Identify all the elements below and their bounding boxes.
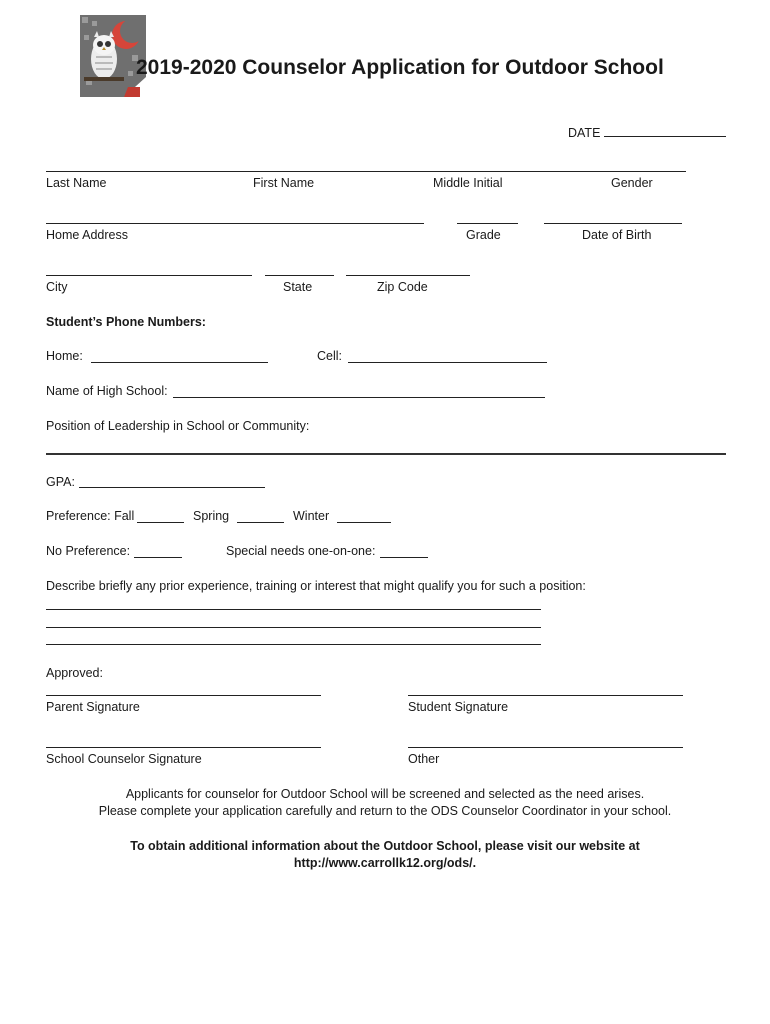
- no-preference-label: No Preference:: [46, 544, 131, 558]
- special-needs-line[interactable]: [380, 557, 428, 558]
- pref-winter-label: Winter: [293, 509, 330, 523]
- counselor-signature-label: School Counselor Signature: [46, 752, 202, 766]
- date-field[interactable]: [568, 124, 726, 141]
- describe-line-3[interactable]: [46, 644, 541, 645]
- last-name-label: Last Name: [46, 176, 107, 190]
- describe-label: Describe briefly any prior experience, training or interest that might qualify you for such a position:: [46, 579, 586, 593]
- approved-label: Approved:: [46, 666, 103, 680]
- state-line[interactable]: [265, 275, 334, 276]
- city-label: City: [46, 280, 68, 294]
- zip-label: Zip Code: [377, 280, 428, 294]
- city-line[interactable]: [46, 275, 252, 276]
- pref-fall-label: Preference: Fall: [46, 509, 135, 523]
- student-signature-label: Student Signature: [408, 700, 509, 714]
- date-label: DATE: [568, 126, 601, 140]
- middle-initial-label: Middle Initial: [433, 176, 503, 190]
- grade-line[interactable]: [457, 223, 518, 224]
- home-phone-line[interactable]: [91, 362, 268, 363]
- high-school-line[interactable]: [173, 397, 545, 398]
- student-signature-line[interactable]: [408, 695, 683, 696]
- no-preference-line[interactable]: [134, 557, 182, 558]
- grade-label: Grade: [466, 228, 501, 242]
- counselor-signature-line[interactable]: [46, 747, 321, 748]
- leadership-label: Position of Leadership in School or Community:: [46, 419, 310, 433]
- home-address-line[interactable]: [46, 223, 424, 224]
- parent-signature-label: Parent Signature: [46, 700, 140, 714]
- describe-line-2[interactable]: [46, 627, 541, 628]
- cell-phone-line[interactable]: [348, 362, 547, 363]
- website-link[interactable]: http://www.carrollk12.org/ods/.: [293, 856, 477, 870]
- pref-spring-line[interactable]: [237, 522, 284, 523]
- cell-phone-label: Cell:: [317, 349, 343, 363]
- pref-winter-line[interactable]: [337, 522, 391, 523]
- other-signature-line[interactable]: [408, 747, 683, 748]
- page-title: 2019-2020 Counselor Application for Outdoor School: [136, 56, 664, 79]
- footer-line-1: Applicants for counselor for Outdoor School will be screened and selected as the need arises.: [125, 787, 645, 801]
- dob-label: Date of Birth: [582, 228, 652, 242]
- home-address-label: Home Address: [46, 228, 128, 242]
- first-name-label: First Name: [253, 176, 315, 190]
- special-needs-label: Special needs one-on-one:: [226, 544, 376, 558]
- pref-spring-label: Spring: [193, 509, 230, 523]
- high-school-label: Name of High School:: [46, 384, 168, 398]
- gpa-label: GPA:: [46, 475, 75, 489]
- footer-line-2: Please complete your application carefully and return to the ODS Counselor Coordinator in your school.: [98, 804, 672, 818]
- state-label: State: [283, 280, 313, 294]
- name-line[interactable]: [46, 171, 686, 172]
- describe-line-1[interactable]: [46, 609, 541, 610]
- gender-label: Gender: [611, 176, 653, 190]
- info-line-1: To obtain additional information about the Outdoor School, please visit our website at: [130, 839, 640, 853]
- section-divider: [46, 453, 726, 455]
- home-phone-label: Home:: [46, 349, 83, 363]
- phones-heading: Student’s Phone Numbers:: [46, 315, 206, 329]
- parent-signature-line[interactable]: [46, 695, 321, 696]
- zip-line[interactable]: [346, 275, 470, 276]
- other-signature-label: Other: [408, 752, 440, 766]
- dob-line[interactable]: [544, 223, 682, 224]
- gpa-line[interactable]: [79, 487, 265, 488]
- pref-fall-line[interactable]: [137, 522, 184, 523]
